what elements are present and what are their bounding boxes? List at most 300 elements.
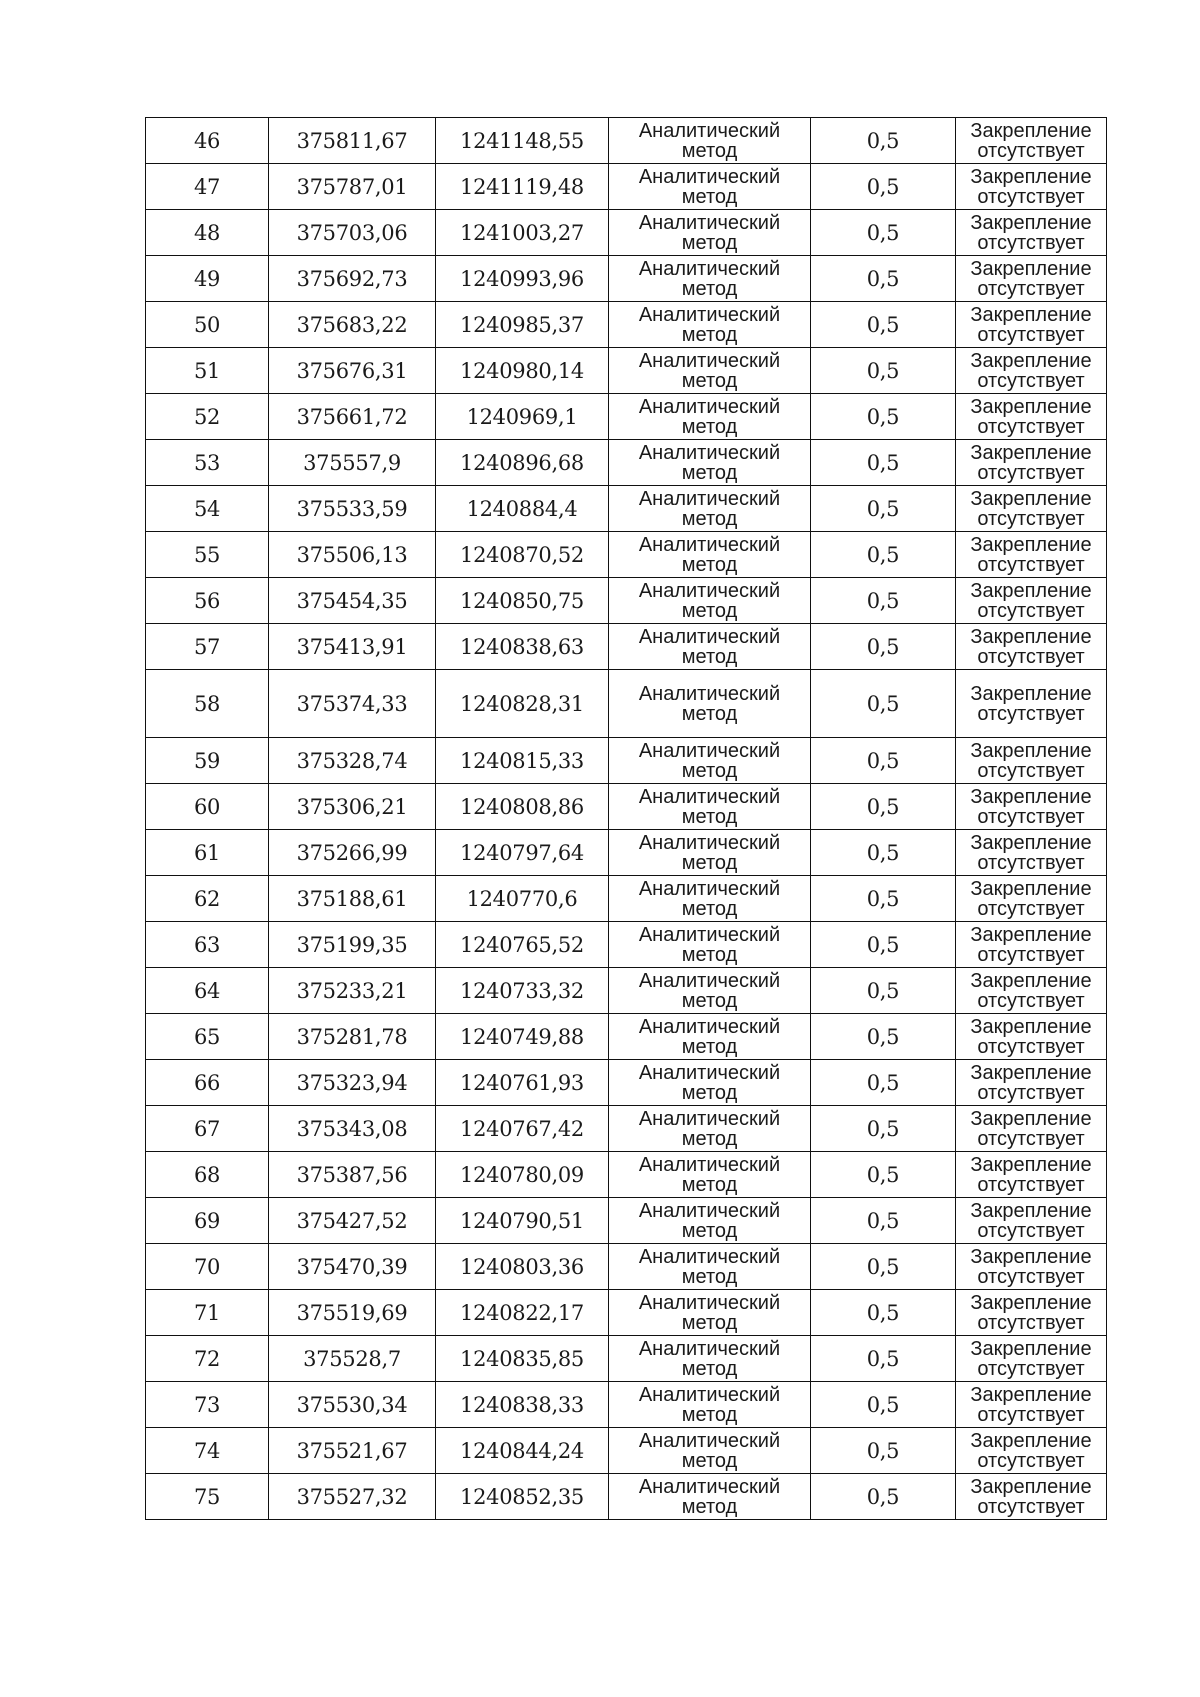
method-cell — [609, 1382, 811, 1428]
fixing-cell — [956, 348, 1107, 394]
point-number-cell: 69 — [146, 1198, 269, 1244]
fixing-line: отсутствует — [977, 507, 1085, 530]
accuracy-cell: 0,5 — [811, 1336, 956, 1382]
point-number-cell: 55 — [146, 532, 269, 578]
point-number-cell: 58 — [146, 670, 269, 738]
method-line: Аналитический — [638, 395, 781, 418]
point-number-cell: 56 — [146, 578, 269, 624]
fixing-cell — [956, 1198, 1107, 1244]
method-cell — [609, 486, 811, 532]
method-line: Аналитический — [638, 1291, 781, 1314]
table-row — [146, 1428, 1107, 1474]
fixing-cell — [956, 1428, 1107, 1474]
table-row — [146, 968, 1107, 1014]
y-coordinate-cell: 1241119,48 — [436, 164, 609, 210]
table-row — [146, 486, 1107, 532]
fixing-cell — [956, 1474, 1107, 1520]
method-cell — [609, 738, 811, 784]
x-coordinate-cell: 375519,69 — [269, 1290, 436, 1336]
table-row — [146, 624, 1107, 670]
fixing-line: Закрепление — [970, 349, 1092, 372]
method-line: Аналитический — [638, 257, 781, 280]
point-number-cell: 46 — [146, 118, 269, 164]
method-line: метод — [681, 369, 738, 392]
y-coordinate-cell: 1240884,4 — [436, 486, 609, 532]
x-coordinate-cell: 375506,13 — [269, 532, 436, 578]
fixing-line: Закрепление — [970, 1061, 1092, 1084]
method-line: метод — [681, 323, 738, 346]
method-line: метод — [681, 461, 738, 484]
fixing-line: отсутствует — [977, 1311, 1085, 1334]
method-line: метод — [681, 1219, 738, 1242]
y-coordinate-cell: 1240828,31 — [436, 670, 609, 738]
fixing-cell — [956, 1290, 1107, 1336]
table-row — [146, 876, 1107, 922]
table-row — [146, 1198, 1107, 1244]
method-line: Аналитический — [638, 1383, 781, 1406]
fixing-line: отсутствует — [977, 645, 1085, 668]
fixing-line: отсутствует — [977, 599, 1085, 622]
x-coordinate-cell: 375533,59 — [269, 486, 436, 532]
fixing-line: Закрепление — [970, 682, 1092, 705]
table-row — [146, 738, 1107, 784]
x-coordinate-cell: 375306,21 — [269, 784, 436, 830]
x-coordinate-cell: 375266,99 — [269, 830, 436, 876]
y-coordinate-cell: 1240852,35 — [436, 1474, 609, 1520]
method-line: Аналитический — [638, 579, 781, 602]
method-cell — [609, 256, 811, 302]
accuracy-cell: 0,5 — [811, 830, 956, 876]
fixing-line: Закрепление — [970, 165, 1092, 188]
method-line: Аналитический — [638, 1245, 781, 1268]
table-row — [146, 440, 1107, 486]
method-line: Аналитический — [638, 533, 781, 556]
method-line: метод — [681, 185, 738, 208]
fixing-cell — [956, 1014, 1107, 1060]
y-coordinate-cell: 1240835,85 — [436, 1336, 609, 1382]
table-row — [146, 1290, 1107, 1336]
fixing-line: Закрепление — [970, 1153, 1092, 1176]
fixing-line: Закрепление — [970, 1199, 1092, 1222]
accuracy-cell: 0,5 — [811, 532, 956, 578]
accuracy-cell: 0,5 — [811, 1474, 956, 1520]
accuracy-cell: 0,5 — [811, 1290, 956, 1336]
method-cell — [609, 210, 811, 256]
y-coordinate-cell: 1240969,1 — [436, 394, 609, 440]
fixing-line: Закрепление — [970, 877, 1092, 900]
y-coordinate-cell: 1240770,6 — [436, 876, 609, 922]
fixing-cell — [956, 394, 1107, 440]
fixing-cell — [956, 486, 1107, 532]
fixing-line: отсутствует — [977, 1081, 1085, 1104]
coordinates-table — [145, 117, 1107, 1520]
table-row — [146, 578, 1107, 624]
table-row — [146, 164, 1107, 210]
fixing-line: Закрепление — [970, 487, 1092, 510]
accuracy-cell: 0,5 — [811, 1106, 956, 1152]
method-line: метод — [681, 507, 738, 530]
method-line: Аналитический — [638, 831, 781, 854]
point-number-cell: 52 — [146, 394, 269, 440]
method-line: метод — [681, 139, 738, 162]
table-row — [146, 118, 1107, 164]
x-coordinate-cell: 375470,39 — [269, 1244, 436, 1290]
x-coordinate-cell: 375521,67 — [269, 1428, 436, 1474]
accuracy-cell: 0,5 — [811, 164, 956, 210]
method-cell — [609, 1014, 811, 1060]
table-row — [146, 1382, 1107, 1428]
fixing-line: отсутствует — [977, 851, 1085, 874]
fixing-cell — [956, 578, 1107, 624]
method-line: Аналитический — [638, 969, 781, 992]
accuracy-cell: 0,5 — [811, 118, 956, 164]
y-coordinate-cell: 1240767,42 — [436, 1106, 609, 1152]
accuracy-cell: 0,5 — [811, 394, 956, 440]
method-cell — [609, 1106, 811, 1152]
accuracy-cell: 0,5 — [811, 922, 956, 968]
table-row — [146, 348, 1107, 394]
x-coordinate-cell: 375387,56 — [269, 1152, 436, 1198]
fixing-line: Закрепление — [970, 739, 1092, 762]
method-cell — [609, 1244, 811, 1290]
point-number-cell: 48 — [146, 210, 269, 256]
x-coordinate-cell: 375233,21 — [269, 968, 436, 1014]
method-line: метод — [681, 759, 738, 782]
accuracy-cell: 0,5 — [811, 210, 956, 256]
table-row — [146, 394, 1107, 440]
method-line: Аналитический — [638, 303, 781, 326]
x-coordinate-cell: 375427,52 — [269, 1198, 436, 1244]
point-number-cell: 50 — [146, 302, 269, 348]
table-row — [146, 784, 1107, 830]
table-row — [146, 1474, 1107, 1520]
x-coordinate-cell: 375676,31 — [269, 348, 436, 394]
method-line: метод — [681, 277, 738, 300]
fixing-line: Закрепление — [970, 1291, 1092, 1314]
method-line: Аналитический — [638, 877, 781, 900]
point-number-cell: 65 — [146, 1014, 269, 1060]
method-line: метод — [681, 1311, 738, 1334]
point-number-cell: 64 — [146, 968, 269, 1014]
accuracy-cell: 0,5 — [811, 1060, 956, 1106]
fixing-cell — [956, 876, 1107, 922]
method-cell — [609, 784, 811, 830]
fixing-line: отсутствует — [977, 1449, 1085, 1472]
fixing-cell — [956, 210, 1107, 256]
method-line: метод — [681, 231, 738, 254]
point-number-cell: 74 — [146, 1428, 269, 1474]
fixing-line: Закрепление — [970, 1383, 1092, 1406]
fixing-line: Закрепление — [970, 923, 1092, 946]
method-cell — [609, 1428, 811, 1474]
fixing-cell — [956, 624, 1107, 670]
fixing-line: отсутствует — [977, 369, 1085, 392]
fixing-line: отсутствует — [977, 553, 1085, 576]
accuracy-cell: 0,5 — [811, 738, 956, 784]
x-coordinate-cell: 375692,73 — [269, 256, 436, 302]
fixing-line: Закрепление — [970, 211, 1092, 234]
method-line: метод — [681, 1081, 738, 1104]
method-line: Аналитический — [638, 165, 781, 188]
method-line: метод — [681, 553, 738, 576]
method-cell — [609, 302, 811, 348]
method-line: метод — [681, 1495, 738, 1518]
y-coordinate-cell: 1240822,17 — [436, 1290, 609, 1336]
point-number-cell: 72 — [146, 1336, 269, 1382]
table-row — [146, 1106, 1107, 1152]
method-line: Аналитический — [638, 785, 781, 808]
fixing-line: Закрепление — [970, 257, 1092, 280]
method-cell — [609, 1060, 811, 1106]
fixing-line: Закрепление — [970, 533, 1092, 556]
y-coordinate-cell: 1240749,88 — [436, 1014, 609, 1060]
y-coordinate-cell: 1240790,51 — [436, 1198, 609, 1244]
accuracy-cell: 0,5 — [811, 968, 956, 1014]
fixing-line: Закрепление — [970, 441, 1092, 464]
point-number-cell: 67 — [146, 1106, 269, 1152]
fixing-line: отсутствует — [977, 1495, 1085, 1518]
point-number-cell: 47 — [146, 164, 269, 210]
y-coordinate-cell: 1240985,37 — [436, 302, 609, 348]
fixing-line: отсутствует — [977, 461, 1085, 484]
accuracy-cell: 0,5 — [811, 1014, 956, 1060]
fixing-line: Закрепление — [970, 395, 1092, 418]
y-coordinate-cell: 1240761,93 — [436, 1060, 609, 1106]
method-line: Аналитический — [638, 1061, 781, 1084]
fixing-cell — [956, 302, 1107, 348]
fixing-cell — [956, 1152, 1107, 1198]
fixing-line: отсутствует — [977, 415, 1085, 438]
method-cell — [609, 1290, 811, 1336]
point-number-cell: 57 — [146, 624, 269, 670]
method-line: метод — [681, 1173, 738, 1196]
y-coordinate-cell: 1240993,96 — [436, 256, 609, 302]
fixing-cell — [956, 1382, 1107, 1428]
x-coordinate-cell: 375374,33 — [269, 670, 436, 738]
accuracy-cell: 0,5 — [811, 784, 956, 830]
x-coordinate-cell: 375188,61 — [269, 876, 436, 922]
point-number-cell: 60 — [146, 784, 269, 830]
point-number-cell: 68 — [146, 1152, 269, 1198]
fixing-line: Закрепление — [970, 119, 1092, 142]
fixing-line: Закрепление — [970, 969, 1092, 992]
method-line: Аналитический — [638, 441, 781, 464]
fixing-line: отсутствует — [977, 805, 1085, 828]
y-coordinate-cell: 1240803,36 — [436, 1244, 609, 1290]
x-coordinate-cell: 375557,9 — [269, 440, 436, 486]
method-cell — [609, 876, 811, 922]
accuracy-cell: 0,5 — [811, 624, 956, 670]
fixing-line: отсутствует — [977, 277, 1085, 300]
fixing-line: Закрепление — [970, 579, 1092, 602]
table-row — [146, 1152, 1107, 1198]
method-line: Аналитический — [638, 119, 781, 142]
method-line: метод — [681, 702, 738, 725]
method-cell — [609, 830, 811, 876]
method-line: Аналитический — [638, 349, 781, 372]
method-cell — [609, 1198, 811, 1244]
method-line: Аналитический — [638, 1337, 781, 1360]
fixing-cell — [956, 1060, 1107, 1106]
fixing-cell — [956, 784, 1107, 830]
fixing-cell — [956, 1336, 1107, 1382]
fixing-line: Закрепление — [970, 625, 1092, 648]
method-line: Аналитический — [638, 1475, 781, 1498]
fixing-cell — [956, 1106, 1107, 1152]
fixing-cell — [956, 440, 1107, 486]
x-coordinate-cell: 375661,72 — [269, 394, 436, 440]
y-coordinate-cell: 1240808,86 — [436, 784, 609, 830]
fixing-line: отсутствует — [977, 1403, 1085, 1426]
table-row — [146, 302, 1107, 348]
method-line: метод — [681, 1127, 738, 1150]
point-number-cell: 49 — [146, 256, 269, 302]
table-row — [146, 830, 1107, 876]
table-row — [146, 256, 1107, 302]
method-cell — [609, 164, 811, 210]
accuracy-cell: 0,5 — [811, 486, 956, 532]
fixing-line: отсутствует — [977, 1357, 1085, 1380]
accuracy-cell: 0,5 — [811, 1198, 956, 1244]
fixing-line: Закрепление — [970, 1015, 1092, 1038]
fixing-cell — [956, 922, 1107, 968]
method-line: метод — [681, 1357, 738, 1380]
method-line: метод — [681, 897, 738, 920]
accuracy-cell: 0,5 — [811, 578, 956, 624]
point-number-cell: 70 — [146, 1244, 269, 1290]
method-cell — [609, 578, 811, 624]
method-cell — [609, 1336, 811, 1382]
x-coordinate-cell: 375811,67 — [269, 118, 436, 164]
method-line: метод — [681, 989, 738, 1012]
point-number-cell: 53 — [146, 440, 269, 486]
method-line: Аналитический — [638, 1107, 781, 1130]
fixing-line: отсутствует — [977, 1219, 1085, 1242]
x-coordinate-cell: 375528,7 — [269, 1336, 436, 1382]
fixing-cell — [956, 532, 1107, 578]
method-line: Аналитический — [638, 211, 781, 234]
fixing-cell — [956, 256, 1107, 302]
method-cell — [609, 624, 811, 670]
point-number-cell: 61 — [146, 830, 269, 876]
y-coordinate-cell: 1240896,68 — [436, 440, 609, 486]
fixing-line: отсутствует — [977, 139, 1085, 162]
accuracy-cell: 0,5 — [811, 256, 956, 302]
table-row — [146, 922, 1107, 968]
y-coordinate-cell: 1240844,24 — [436, 1428, 609, 1474]
method-line: метод — [681, 1035, 738, 1058]
point-number-cell: 73 — [146, 1382, 269, 1428]
accuracy-cell: 0,5 — [811, 1152, 956, 1198]
method-line: Аналитический — [638, 1015, 781, 1038]
point-number-cell: 71 — [146, 1290, 269, 1336]
method-line: метод — [681, 943, 738, 966]
method-cell — [609, 394, 811, 440]
y-coordinate-cell: 1240780,09 — [436, 1152, 609, 1198]
table-row — [146, 1014, 1107, 1060]
y-coordinate-cell: 1240850,75 — [436, 578, 609, 624]
method-cell — [609, 670, 811, 738]
method-line: Аналитический — [638, 682, 781, 705]
y-coordinate-cell: 1240733,32 — [436, 968, 609, 1014]
coordinates-table-body — [146, 118, 1107, 1520]
point-number-cell: 59 — [146, 738, 269, 784]
x-coordinate-cell: 375343,08 — [269, 1106, 436, 1152]
point-number-cell: 63 — [146, 922, 269, 968]
fixing-line: отсутствует — [977, 759, 1085, 782]
method-line: Аналитический — [638, 1153, 781, 1176]
method-line: метод — [681, 851, 738, 874]
fixing-line: отсутствует — [977, 897, 1085, 920]
method-line: Аналитический — [638, 487, 781, 510]
fixing-line: Закрепление — [970, 1429, 1092, 1452]
table-row — [146, 1244, 1107, 1290]
accuracy-cell: 0,5 — [811, 348, 956, 394]
point-number-cell: 75 — [146, 1474, 269, 1520]
x-coordinate-cell: 375787,01 — [269, 164, 436, 210]
point-number-cell: 66 — [146, 1060, 269, 1106]
x-coordinate-cell: 375527,32 — [269, 1474, 436, 1520]
method-cell — [609, 1152, 811, 1198]
fixing-cell — [956, 670, 1107, 738]
accuracy-cell: 0,5 — [811, 1428, 956, 1474]
method-line: метод — [681, 805, 738, 828]
table-row — [146, 210, 1107, 256]
method-cell — [609, 440, 811, 486]
x-coordinate-cell: 375530,34 — [269, 1382, 436, 1428]
method-line: метод — [681, 599, 738, 622]
fixing-cell — [956, 738, 1107, 784]
point-number-cell: 54 — [146, 486, 269, 532]
x-coordinate-cell: 375683,22 — [269, 302, 436, 348]
table-row — [146, 1060, 1107, 1106]
y-coordinate-cell: 1241003,27 — [436, 210, 609, 256]
method-cell — [609, 348, 811, 394]
fixing-line: отсутствует — [977, 323, 1085, 346]
method-line: метод — [681, 1265, 738, 1288]
accuracy-cell: 0,5 — [811, 440, 956, 486]
point-number-cell: 51 — [146, 348, 269, 394]
method-line: Аналитический — [638, 739, 781, 762]
y-coordinate-cell: 1240765,52 — [436, 922, 609, 968]
table-row — [146, 670, 1107, 738]
method-cell — [609, 922, 811, 968]
fixing-line: отсутствует — [977, 702, 1085, 725]
accuracy-cell: 0,5 — [811, 1382, 956, 1428]
fixing-line: Закрепление — [970, 785, 1092, 808]
fixing-cell — [956, 1244, 1107, 1290]
fixing-line: отсутствует — [977, 1265, 1085, 1288]
fixing-line: отсутствует — [977, 231, 1085, 254]
fixing-line: Закрепление — [970, 1475, 1092, 1498]
fixing-line: отсутствует — [977, 943, 1085, 966]
method-line: метод — [681, 1449, 738, 1472]
method-line: метод — [681, 1403, 738, 1426]
accuracy-cell: 0,5 — [811, 302, 956, 348]
y-coordinate-cell: 1240797,64 — [436, 830, 609, 876]
fixing-line: Закрепление — [970, 1245, 1092, 1268]
x-coordinate-cell: 375199,35 — [269, 922, 436, 968]
fixing-line: отсутствует — [977, 989, 1085, 1012]
method-line: Аналитический — [638, 1199, 781, 1222]
x-coordinate-cell: 375703,06 — [269, 210, 436, 256]
fixing-cell — [956, 118, 1107, 164]
x-coordinate-cell: 375413,91 — [269, 624, 436, 670]
y-coordinate-cell: 1240838,33 — [436, 1382, 609, 1428]
accuracy-cell: 0,5 — [811, 670, 956, 738]
fixing-cell — [956, 830, 1107, 876]
table-row — [146, 532, 1107, 578]
